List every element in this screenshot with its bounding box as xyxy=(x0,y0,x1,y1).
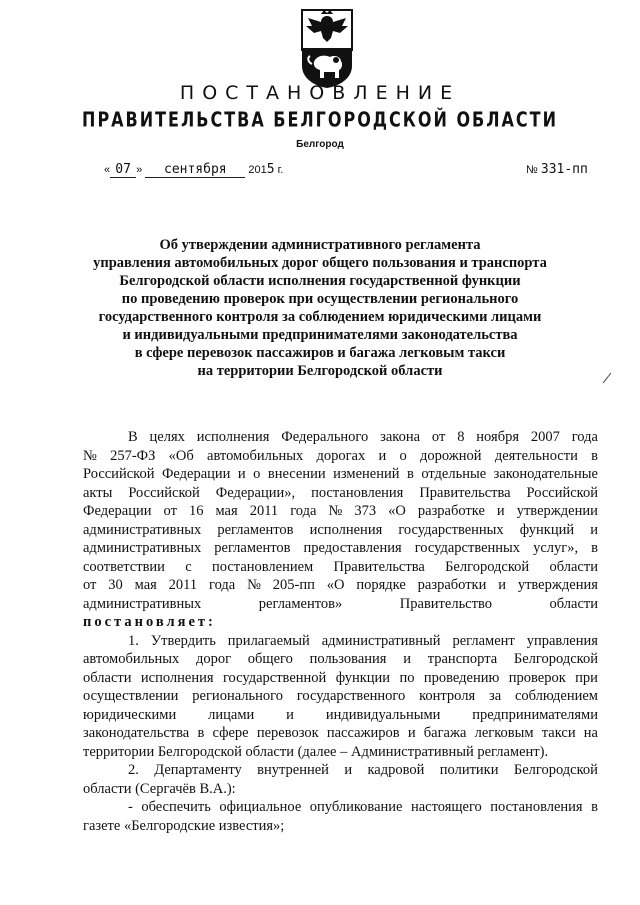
body-word: регламентов xyxy=(214,540,291,556)
body-word: и xyxy=(407,725,416,741)
body-word: акты xyxy=(83,484,113,501)
body-word: Департаменту xyxy=(154,762,242,778)
date-day: 07 xyxy=(115,162,131,177)
body-word: В xyxy=(128,429,138,445)
document-city: Белгород xyxy=(296,139,344,150)
body-word: общего xyxy=(247,651,293,667)
body-word: при xyxy=(575,669,598,686)
title-line: Об утверждении административного регламента xyxy=(159,237,481,253)
body-word: обеспечить xyxy=(141,799,211,815)
body-word: ноября xyxy=(476,429,519,445)
body-word: функции xyxy=(335,669,391,686)
body-word: мая xyxy=(134,577,157,593)
body-word: исполнения xyxy=(140,669,214,686)
body-word: дорог xyxy=(195,651,232,667)
body-word: индивидуальными xyxy=(325,706,441,723)
title-line: государственного контроля за соблюдением юридическими лицами xyxy=(98,309,542,325)
body-line xyxy=(83,595,598,614)
body-word: перевозок xyxy=(256,725,319,741)
body-word: лицами xyxy=(208,706,255,723)
body-word: в xyxy=(197,725,205,741)
body-word: области xyxy=(549,595,598,612)
body-word: соблюдением xyxy=(514,688,598,704)
body-line: территории Белгородской области (далее – Административный регламент). xyxy=(83,743,549,760)
body-word: функций xyxy=(519,521,575,538)
body-word: регионального xyxy=(192,688,283,704)
body-word: 1. xyxy=(128,632,139,649)
body-word: и xyxy=(498,577,506,593)
body-word: Российской xyxy=(526,484,598,501)
body-word: отдельные xyxy=(421,466,487,482)
body-word: и xyxy=(403,651,411,667)
body-word: регламентов» xyxy=(258,595,343,612)
body-word: такси xyxy=(541,725,576,741)
body-word: пользования xyxy=(309,651,387,667)
body-word: 2. xyxy=(128,762,139,778)
title-line: Белгородской области исполнения государственной функции xyxy=(119,273,521,289)
body-word: Утвердить xyxy=(150,632,216,649)
number-value: 331-пп xyxy=(540,162,588,177)
title-line: по проведению проверок при осуществлении регионального xyxy=(121,291,519,307)
body-word: дорожной xyxy=(420,447,482,464)
document-title xyxy=(60,236,580,380)
coat-of-arms-icon xyxy=(294,6,360,90)
body-word: в xyxy=(591,540,598,556)
body-word: «О xyxy=(388,503,406,519)
body-word: проверок xyxy=(508,669,566,686)
body-line xyxy=(83,650,598,669)
body-word: «Об xyxy=(168,447,194,464)
body-word: № xyxy=(328,503,343,519)
body-word: внутренней xyxy=(257,762,329,778)
body-word: легковым xyxy=(474,725,534,741)
body-word: внесении xyxy=(267,466,326,482)
title-line: в сфере перевозок пассажиров и багажа легковым такси xyxy=(134,345,506,361)
body-word: регламентов xyxy=(217,521,294,538)
body-word: Российской xyxy=(128,484,200,501)
body-word: и xyxy=(590,521,598,538)
body-word: и xyxy=(286,706,294,723)
body-word: Правительства xyxy=(419,484,511,501)
body-word: проведению xyxy=(423,669,500,686)
body-word: пассажиров xyxy=(326,725,400,741)
body-word: Белгородской xyxy=(445,558,530,575)
title-line: управления автомобильных дорог общего пользования и транспорта xyxy=(93,255,547,271)
body-word: государственного xyxy=(296,688,406,704)
body-line: области (Сергачёв В.А.): xyxy=(83,780,236,797)
body-word: 2011 xyxy=(249,503,279,519)
body-word: 257-ФЗ xyxy=(110,447,156,464)
body-word: и xyxy=(378,447,387,464)
body-word: постановления xyxy=(490,799,583,815)
body-word: предпринимателями xyxy=(472,706,598,723)
body-word: утверждения xyxy=(517,577,598,593)
body-word: от xyxy=(431,429,446,445)
body-line xyxy=(83,502,598,521)
body-word: года xyxy=(290,503,317,519)
body-word: о xyxy=(253,466,261,482)
body-word: деятельности xyxy=(494,447,578,464)
body-word: и xyxy=(344,762,353,778)
body-line xyxy=(83,724,598,743)
date-close-quote: » xyxy=(136,164,143,176)
body-word: мая xyxy=(215,503,238,519)
body-word: Белгородской xyxy=(513,651,598,667)
body-line xyxy=(83,669,598,688)
body-word: Федерального xyxy=(281,429,369,445)
body-word: 205-пп xyxy=(272,577,315,593)
body-line xyxy=(83,632,598,651)
number-prefix: № xyxy=(526,164,538,176)
body-word: автомобильных xyxy=(207,447,304,464)
body-word: 2007 xyxy=(530,429,560,445)
body-line: газете «Белгородские известия»; xyxy=(83,817,285,834)
body-word: за xyxy=(488,688,502,704)
body-word: юридическими xyxy=(83,706,177,723)
body-line xyxy=(83,484,598,503)
body-word: закона xyxy=(380,429,421,445)
body-word: исполнения xyxy=(196,429,270,445)
body-word: года xyxy=(209,577,236,593)
body-word: соответствии xyxy=(83,558,165,575)
body-word: сфере xyxy=(212,725,249,741)
body-word: политики xyxy=(439,762,499,778)
body-word: транспорта xyxy=(427,651,498,667)
body-word: постановления xyxy=(311,484,404,501)
date-year-digit: 5 xyxy=(266,162,275,177)
body-word: и xyxy=(496,503,505,519)
body-word: законодательства xyxy=(83,725,190,741)
body-word: на xyxy=(583,725,598,741)
body-line xyxy=(83,576,598,595)
body-word: осуществлении xyxy=(83,688,179,704)
body-line xyxy=(83,558,598,577)
body-word: официальное xyxy=(219,799,302,815)
body-line xyxy=(83,447,598,466)
body-word: изменений xyxy=(333,466,400,482)
body-word: № xyxy=(83,447,97,464)
body-line xyxy=(83,761,598,780)
body-word: законодательные xyxy=(493,466,598,482)
body-line xyxy=(83,687,598,706)
date-open-quote: « xyxy=(104,164,111,176)
body-word: Российской xyxy=(83,466,155,482)
body-word: кадровой xyxy=(367,762,425,778)
body-word: услуг», xyxy=(533,540,579,556)
body-word: и xyxy=(237,466,246,482)
body-word: административный xyxy=(321,632,441,649)
title-line: и индивидуальными предпринимателями законодательства xyxy=(122,327,518,343)
body-word: административных xyxy=(83,595,202,612)
body-word: года xyxy=(571,429,598,445)
date-year-suffix: г. xyxy=(277,164,284,176)
body-word: области xyxy=(83,669,132,686)
body-word: контроля xyxy=(419,688,476,704)
body-word: дорогах xyxy=(316,447,366,464)
body-word: - xyxy=(128,799,133,815)
body-word: 2011 xyxy=(168,577,198,593)
body-line xyxy=(83,706,598,725)
body-word: государственной xyxy=(222,669,327,686)
body-line xyxy=(83,798,598,817)
body-word: 30 xyxy=(108,577,123,593)
document-body xyxy=(83,428,598,835)
body-word: опубликование xyxy=(309,799,403,815)
body-word: 373 xyxy=(354,503,377,519)
body-word: Белгородской xyxy=(513,762,598,778)
body-word: 16 xyxy=(188,503,204,519)
document-type: ПОСТАНОВЛЕНИЕ xyxy=(179,82,461,104)
document-number xyxy=(526,162,588,177)
body-word: административных xyxy=(83,521,202,538)
body-word: регламент xyxy=(452,632,515,649)
date-year-prefix: 201 xyxy=(248,164,267,176)
body-word: от xyxy=(83,577,97,593)
body-word: № xyxy=(247,577,261,593)
body-word: исполнения xyxy=(309,521,383,538)
document-date xyxy=(104,162,283,178)
body-word: Правительства xyxy=(333,558,425,575)
body-word: в xyxy=(591,447,598,464)
body-line-resolves: постановляет: xyxy=(83,614,216,630)
title-line: на территории Белгородской области xyxy=(197,363,443,379)
body-word: багажа xyxy=(423,725,467,741)
body-line xyxy=(83,428,598,447)
body-word: о xyxy=(399,447,407,464)
pencil-mark-icon xyxy=(602,372,612,384)
body-word: по xyxy=(399,669,415,686)
body-word: предоставления xyxy=(303,540,402,556)
body-word: государственных xyxy=(414,540,521,556)
document-issuer: ПРАВИТЕЛЬСТВА БЕЛГОРОДСКОЙ ОБЛАСТИ xyxy=(82,107,558,132)
body-word: разработке xyxy=(417,503,485,519)
body-word: настоящего xyxy=(410,799,482,815)
body-word: области xyxy=(549,558,598,575)
body-word: Федерации xyxy=(83,503,152,519)
body-word: порядке xyxy=(356,577,406,593)
body-word: 8 xyxy=(457,429,465,445)
body-word: административных xyxy=(83,540,202,556)
body-word: в xyxy=(406,466,414,482)
body-word: разработки xyxy=(417,577,487,593)
body-word: прилагаемый xyxy=(227,632,310,649)
body-word: с xyxy=(185,558,192,575)
body-line xyxy=(83,539,598,558)
body-word: Федерации», xyxy=(215,484,296,501)
body-word: Федерации xyxy=(161,466,231,482)
body-line xyxy=(83,521,598,540)
body-word: от xyxy=(163,503,177,519)
body-word: в xyxy=(591,799,598,815)
body-word: целях xyxy=(149,429,185,445)
body-word: управления xyxy=(526,632,598,649)
body-line xyxy=(83,465,598,484)
body-word: Правительство xyxy=(399,595,492,612)
body-word: автомобильных xyxy=(83,651,180,667)
body-word: постановлением xyxy=(212,558,314,575)
date-month: сентября xyxy=(164,162,227,177)
body-word: «О xyxy=(326,577,345,593)
body-word: утверждении xyxy=(516,503,598,519)
body-word: государственных xyxy=(398,521,504,538)
